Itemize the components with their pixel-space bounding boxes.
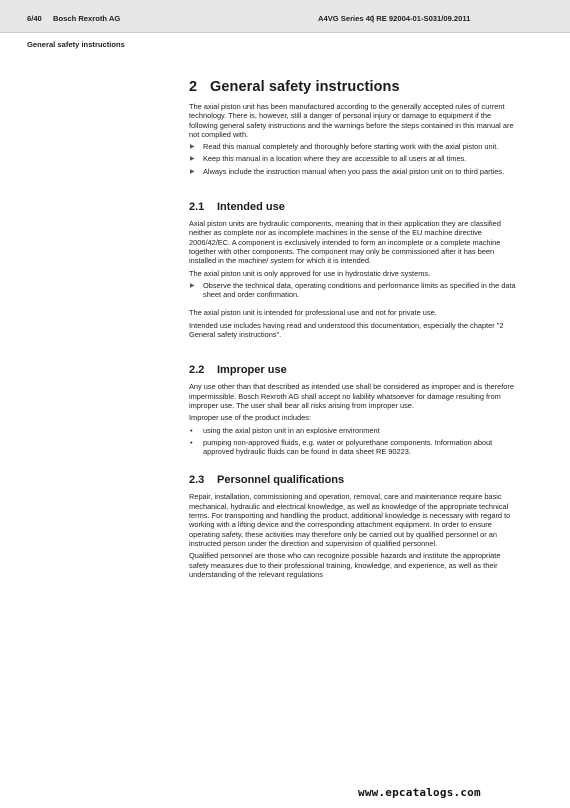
- section-2-2-heading: 2.2 Improper use: [189, 364, 287, 377]
- list-item: ▶ Read this manual completely and thoroughly before starting work with the axial piston unit.: [190, 142, 499, 152]
- section-2-number: 2: [189, 79, 198, 95]
- list-item: • pumping non-approved fluids, e.g. water or polyurethane components. Information about approved hydraulic fluids can be found in data sheet RE 90223.: [190, 437, 493, 457]
- list-item: • using the axial piston unit in an explosive environment: [190, 425, 380, 435]
- section-2-2-title: Improper use: [217, 364, 287, 377]
- section-2-1-bullet-list: [189, 281, 519, 300]
- section-2-3-title: Personnel qualifications: [217, 474, 345, 487]
- dot-bullet-icon: •: [190, 425, 193, 435]
- document-reference: | RE 92004-01-S031/09.2011: [372, 14, 471, 23]
- paragraph: Axial piston units are hydraulic components, meaning that in their application they are classified neither as complete nor as incomplete machines in the sense of the EU machine directive 2006/42/EC. A component is exclusively intended to form an incomplete or a complete machine together with other components. The component may only be commissioned after it has been installed in the machine/ system for which it is intended.: [189, 219, 501, 266]
- list-item: ▶ Always include the instruction manual when you pass the axial piston unit on to third parties.: [190, 166, 505, 176]
- paragraph: Intended use includes having read and understood this documentation, especially the chapter "2 General safety instructions".: [189, 320, 504, 340]
- section-2-2-bullet-list: [189, 426, 519, 457]
- chapter-subheader: General safety instructions: [27, 40, 125, 49]
- list-item: ▶ Keep this manual in a location where they are accessible to all users at all times.: [190, 154, 467, 164]
- product-series: A4VG Series 40: [318, 14, 375, 23]
- section-2-intro: The axial piston unit has been manufactured according to the generally accepted rules of current technology. There is, however, still a danger of personal injury or damage to equipment if the following general safety instructions and the warnings before the steps contained in this manual are not complied with.: [189, 102, 514, 139]
- main-content: [189, 79, 519, 582]
- page-header: [0, 0, 570, 33]
- section-2-1-title: Intended use: [217, 201, 285, 214]
- paragraph: Repair, installation, commissioning and operation, removal, care and maintenance require basic mechanical, hydraulic and electrical knowledge, as well as knowledge of the appropriate technical terms. For transporting and handling the product, additional knowledge is necessary with regard to working with a lifting device and the corresponding attachment equipment. In order to ensure operating safety, these activities may therefore only be carried out by qualified personnel or an instructed person under the direction and supervision of qualified personnel.: [189, 492, 511, 548]
- page-number: 6/40: [27, 14, 42, 23]
- paragraph: Improper use of the product includes:: [189, 413, 312, 423]
- company-name: Bosch Rexroth AG: [53, 14, 121, 23]
- paragraph: Any use other than that described as intended use shall be considered as improper and is therefore impermissible. Bosch Rexroth AG shall accept no liability whatsoever for damage resulting from improper use. The user shall bear all risks arising from improper use.: [189, 382, 514, 410]
- paragraph: The axial piston unit is intended for professional use and not for private use.: [189, 308, 437, 318]
- triangle-bullet-icon: ▶: [190, 168, 195, 175]
- dot-bullet-icon: •: [190, 437, 193, 447]
- section-2-3-heading: 2.3 Personnel qualifications: [189, 474, 345, 487]
- section-2-title: General safety instructions: [210, 79, 400, 95]
- triangle-bullet-icon: ▶: [190, 144, 195, 151]
- paragraph: Qualified personnel are those who can recognize possible hazards and institute the appropriate safety measures due to their professional training, knowledge, and experience, as well as their understanding of the relevant regulations: [189, 551, 501, 579]
- list-item: ▶ Observe the technical data, operating conditions and performance limits as specified in the data sheet and order confirmation.: [190, 280, 516, 300]
- triangle-bullet-icon: ▶: [190, 282, 195, 289]
- watermark-url: www.epcatalogs.com: [358, 786, 481, 799]
- paragraph: The axial piston unit is only approved for use in hydrostatic drive systems.: [189, 268, 431, 278]
- section-2-heading: [189, 79, 519, 95]
- section-2-1-heading: 2.1 Intended use: [189, 201, 285, 214]
- triangle-bullet-icon: ▶: [190, 156, 195, 163]
- section-2-bullet-list: [189, 142, 519, 176]
